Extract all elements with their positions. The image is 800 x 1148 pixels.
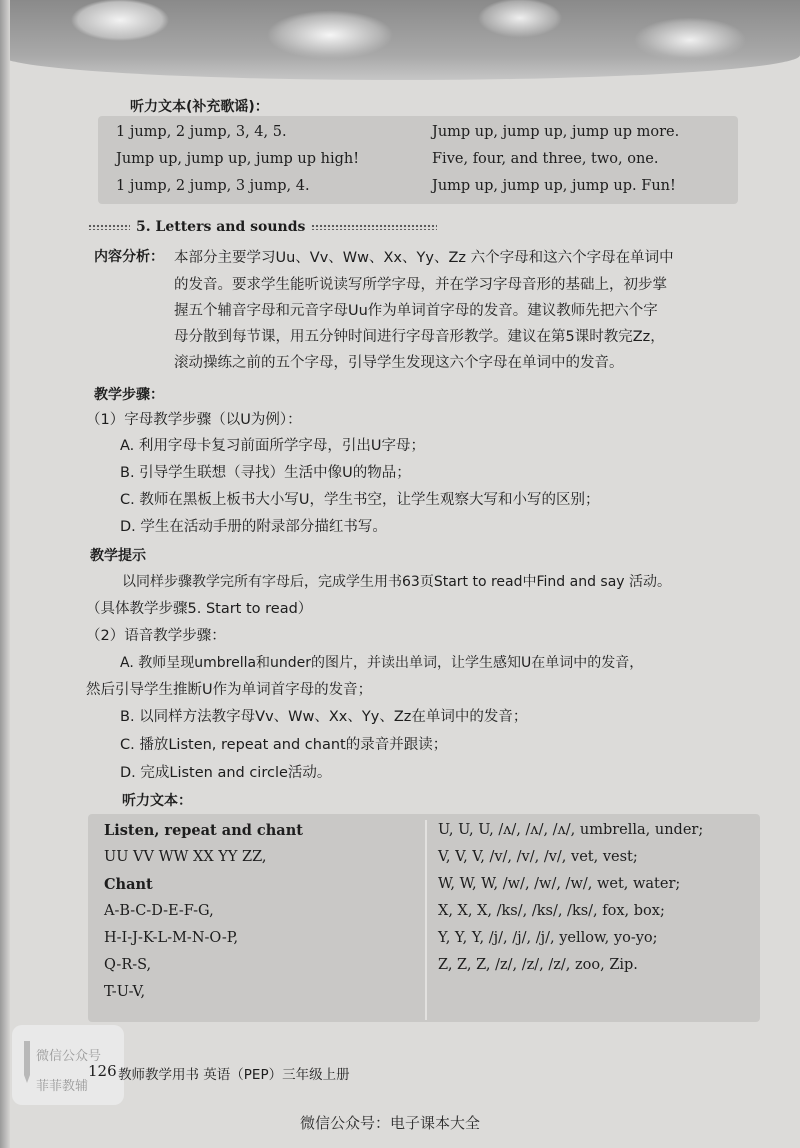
chant-line: H-I-J-K-L-M-N-O-P, (104, 930, 239, 946)
tips-line: 以同样步骤教学完所有字母后，完成学生用书63页Start to read中Find and say 活动。 (122, 574, 672, 590)
supplement-left-line: 1 jump, 2 jump, 3 jump, 4. (116, 178, 310, 194)
supplement-left-line: 1 jump, 2 jump, 3, 4, 5. (116, 124, 287, 140)
sound-step: B. 以同样方法教字母Vv、Ww、Xx、Yy、Zz在单词中的发音； (120, 709, 528, 725)
pencil-icon (20, 1039, 34, 1085)
letter-step: C. 教师在黑板上板书大小写U，学生书空，让学生观察大写和小写的区别； (120, 492, 600, 508)
analysis-line: 滚动操练之前的五个字母，引导学生发现这六个字母在单词中的发音。 (174, 355, 624, 371)
analysis-line: 的发音。要求学生能听说读写所学字母，并在学习字母音形的基础上，初步掌 (174, 277, 667, 293)
letter-step: B. 引导学生联想（寻找）生活中像U的物品； (120, 465, 411, 481)
dotted-rule (88, 224, 130, 230)
chant-line: T-U-V, (104, 984, 146, 1000)
supplement-right-line: Jump up, jump up, jump up. Fun! (432, 178, 676, 194)
page-number: 126 (88, 1062, 117, 1080)
sound-steps-heading: （2）语音教学步骤： (86, 628, 226, 644)
supplement-heading: 听力文本(补充歌谣)： (130, 99, 269, 115)
floral-header-decoration (0, 0, 800, 80)
phonics-line: V, V, V, /v/, /v/, /v/, vet, vest; (438, 849, 638, 865)
letter-steps-heading: （1）字母教学步骤（以U为例）： (86, 412, 302, 428)
supplement-right-line: Five, four, and three, two, one. (432, 151, 659, 167)
letter-step: A. 利用字母卡复习前面所学字母，引出U字母； (120, 438, 425, 454)
sound-step: C. 播放Listen, repeat and chant的录音并跟读； (120, 737, 448, 753)
supplement-left-line: Jump up, jump up, jump up high! (116, 151, 360, 167)
phonics-line: X, X, X, /ks/, /ks/, /ks/, fox, box; (438, 903, 665, 919)
analysis-line: 母分散到每节课，用五分钟时间进行字母音形教学。建议在第5课时教完Zz， (174, 329, 665, 345)
section-title-row (88, 219, 437, 235)
section-title: 5. Letters and sounds (136, 219, 306, 235)
listening-text-label: 听力文本： (122, 793, 192, 809)
tips-line: （具体教学步骤5. Start to read） (86, 601, 313, 617)
chant-box-divider (425, 820, 427, 1020)
analysis-label: 内容分析： (94, 249, 164, 265)
sound-step: A. 教师呈现umbrella和under的图片，并读出单词，让学生感知U在单词中的发音， (120, 655, 644, 671)
chant-box-letters: UU VV WW XX YY ZZ, (104, 849, 267, 865)
sound-step: D. 完成Listen and circle活动。 (120, 765, 332, 781)
book-title: 教师教学用书 英语（PEP）三年级上册 (118, 1067, 350, 1083)
phonics-line: Y, Y, Y, /j/, /j/, /j/, yellow, yo-yo; (438, 930, 658, 946)
phonics-line: U, U, U, /ʌ/, /ʌ/, /ʌ/, umbrella, under; (438, 822, 704, 838)
phonics-line: Z, Z, Z, /z/, /z/, /z/, zoo, Zip. (438, 957, 638, 973)
chant-line: A-B-C-D-E-F-G, (104, 903, 214, 919)
chant-title: Chant (104, 876, 153, 893)
analysis-line: 握五个辅音字母和元音字母Uu作为单词首字母的发音。建议教师先把六个字 (174, 303, 658, 319)
badge-line: 微信公众号 (36, 1049, 102, 1064)
page-binding-edge (0, 0, 10, 1148)
analysis-line: 本部分主要学习Uu、Vv、Ww、Xx、Yy、Zz 六个字母和这六个字母在单词中 (174, 250, 674, 266)
bottom-watermark: 微信公众号：电子课本大全 (300, 1114, 481, 1132)
sound-step: 然后引导学生推断U作为单词首字母的发音； (86, 682, 373, 698)
dotted-rule (311, 224, 437, 230)
badge-line: 菲菲教辅 (36, 1079, 89, 1094)
letter-step: D. 学生在活动手册的附录部分描红书写。 (120, 519, 387, 535)
tips-heading: 教学提示 (90, 548, 146, 564)
steps-heading: 教学步骤： (94, 387, 164, 403)
phonics-line: W, W, W, /w/, /w/, /w/, wet, water; (438, 876, 681, 892)
chant-line: Q-R-S, (104, 957, 152, 973)
chant-box-left-title: Listen, repeat and chant (104, 822, 303, 839)
supplement-right-line: Jump up, jump up, jump up more. (432, 124, 680, 140)
